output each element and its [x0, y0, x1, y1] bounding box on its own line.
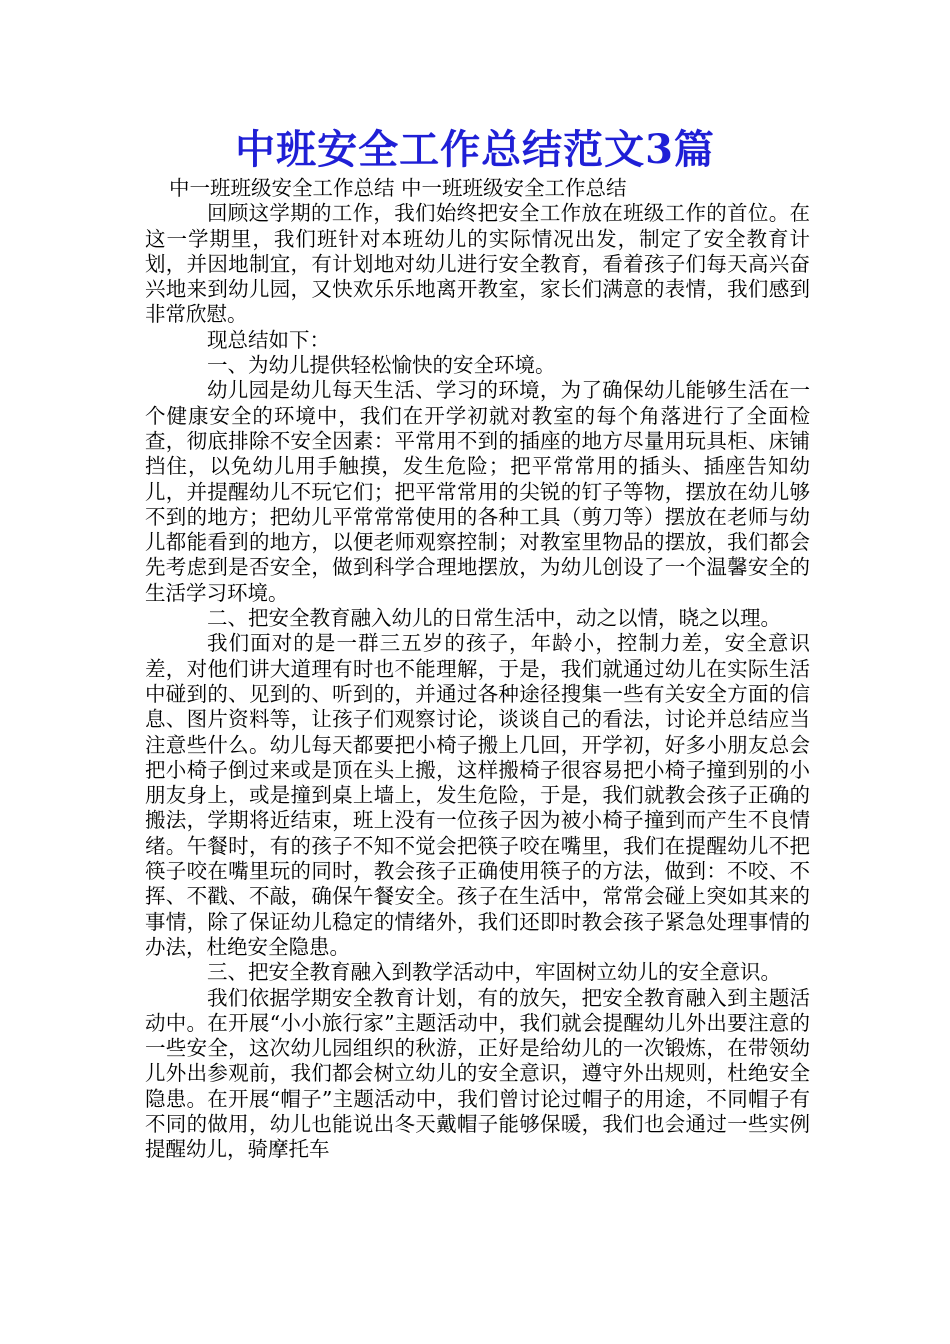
document-body: [145, 176, 810, 1163]
paragraph: 中一班班级安全工作总结 中一班班级安全工作总结: [169, 176, 627, 200]
paragraph: 我们依据学期安全教育计划，有的放矢，把安全教育融入到主题活动中。在开展“小小旅行家”主题活动中，我们就会提醒幼儿外出要注意的一些安全，这次幼儿园组织的秋游，正好是给幼儿的一次锻炼，在带领幼儿外出参观前，我们都会树立幼儿的安全意识，遵守外出规则，杜绝安全隐患。在开展“帽子”主题活动中，我们曾讨论过帽子的用途，不同帽子有不同的做用，幼儿也能说出冬天戴帽子能够保暖，我们也会通过一些实例提醒幼儿，骑摩托车: [145, 985, 810, 1162]
paragraph: 现总结如下：: [207, 327, 330, 352]
paragraph: 回顾这学期的工作，我们始终把安全工作放在班级工作的首位。在这一学期里，我们班针对本班幼儿的实际情况出发，制定了安全教育计划，并因地制宜，有计划地对幼儿进行安全教育，看着孩子们每天高兴奋兴地来到幼儿园，又快欢乐乐地离开教室，家长们满意的表情，我们感到非常欣慰。: [145, 201, 810, 327]
paragraph: 幼儿园是幼儿每天生活、学习的环境，为了确保幼儿能够生活在一个健康安全的环境中，我们在开学初就对教室的每个角落进行了全面检查，彻底排除不安全因素：平常用不到的插座的地方尽量用玩具柜、床铺挡住，以免幼儿用手触摸，发生危险；把平常常用的插头、插座告知幼儿，并提醒幼儿不玩它们；把平常常用的尖锐的钉子等物，摆放在幼儿够不到的地方；把幼儿平常常常使用的各种工具（剪刀等）摆放在老师与幼儿都能看到的地方，以便老师观察控制；对教室里物品的摆放，我们都会先考虑到是否安全，做到科学合理地摆放，为幼儿创设了一个温馨安全的生活学习环境。: [145, 378, 810, 605]
paragraph: 我们面对的是一群三五岁的孩子，年龄小，控制力差，安全意识差，对他们讲大道理有时也不能理解，于是，我们就通过幼儿在实际生活中碰到的、见到的、听到的，并通过各种途径搜集一些有关安全方面的信息、图片资料等，让孩子们观察讨论，谈谈自己的看法，讨论并总结应当注意些什么。幼儿每天都要把小椅子搬上几回，开学初，好多小朋友总会把小椅子倒过来或是顶在头上搬，这样搬椅子很容易把小椅子撞到别的小朋友身上，或是撞到桌上墙上，发生危险，于是，我们就教会孩子正确的搬法，学期将近结束，班上没有一位孩子因为被小椅子撞到而产生不良情绪。午餐时，有的孩子不知不觉会把筷子咬在嘴里，我们在提醒幼儿不把筷子咬在嘴里玩的同时，教会孩子正确使用筷子的方法，做到：不咬、不挥、不戳、不敲，确保午餐安全。孩子在生活中，常常会碰上突如其来的事情，除了保证幼儿稳定的情绪外，我们还即时教会孩子紧急处理事情的办法，杜绝安全隐患。: [145, 631, 810, 959]
section-heading: 二、把安全教育融入幼儿的日常生活中，动之以情，晓之以理。: [207, 606, 781, 631]
section-heading: 一、为幼儿提供轻松愉快的安全环境。: [207, 353, 556, 378]
document-title: 中班安全工作总结范文3篇: [235, 126, 715, 173]
section-heading: 三、把安全教育融入到教学活动中，牢固树立幼儿的安全意识。: [207, 960, 781, 985]
